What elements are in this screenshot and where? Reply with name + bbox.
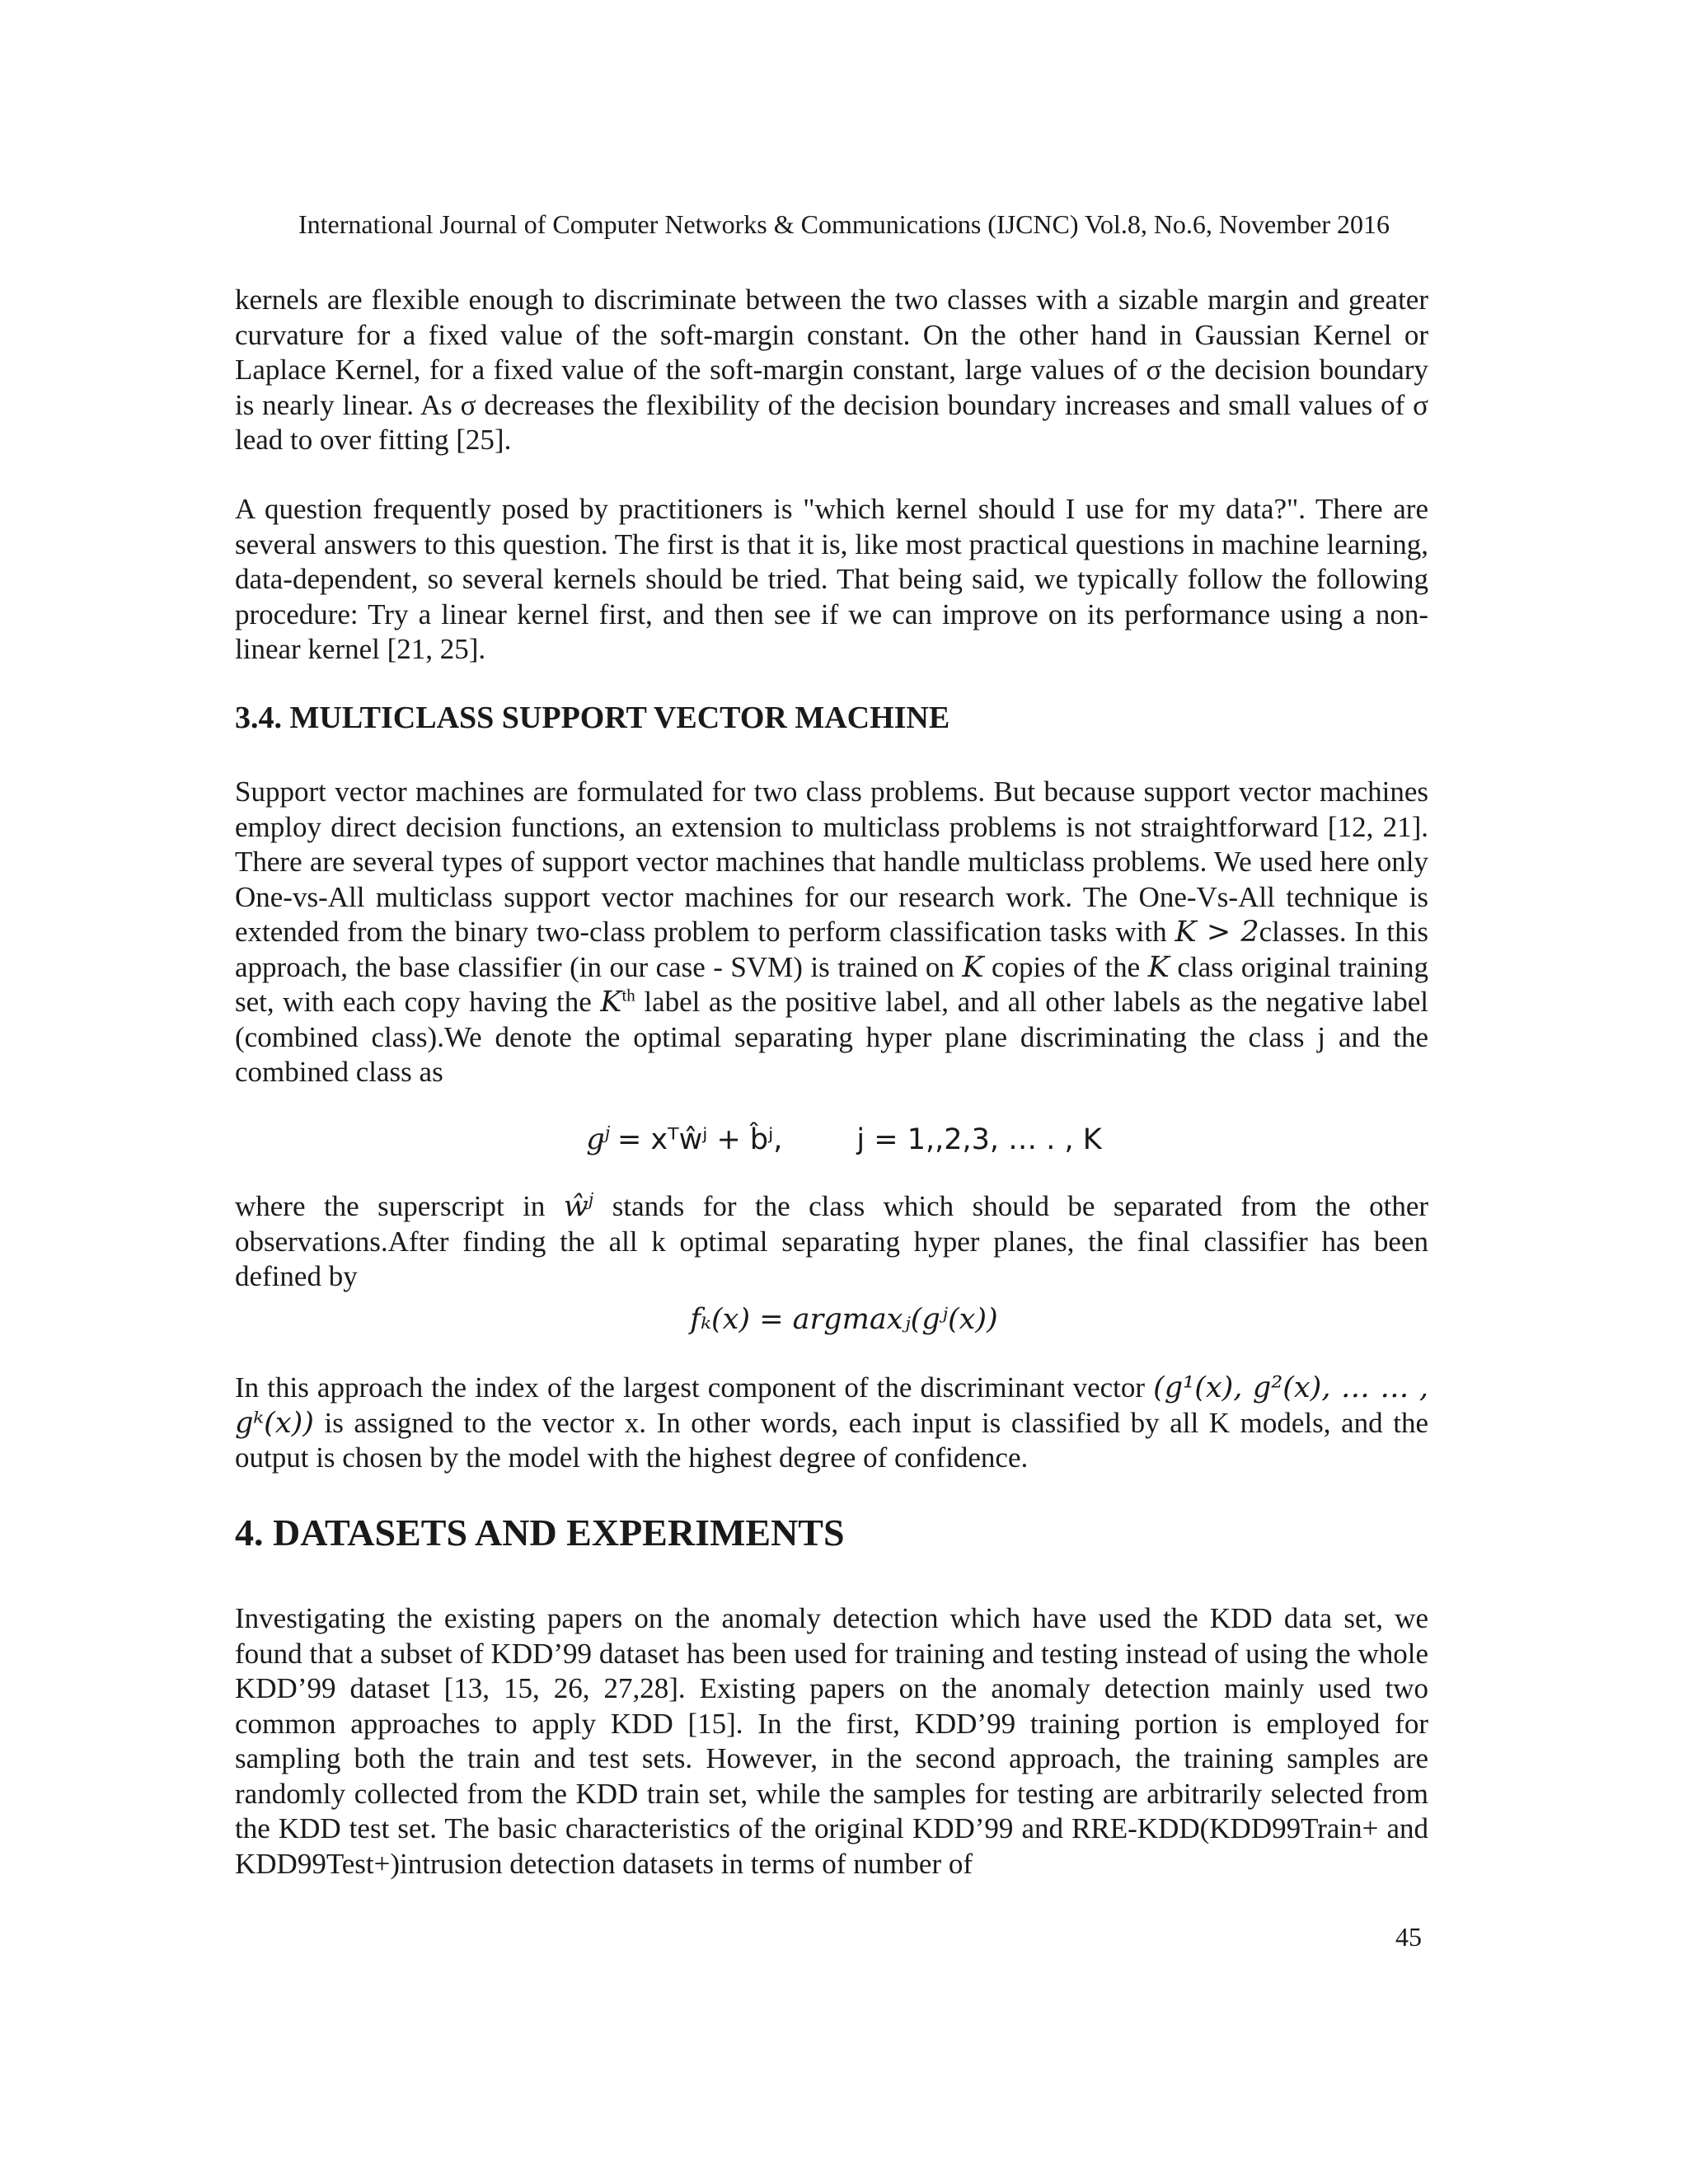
paragraph-text bbox=[235, 1189, 1428, 1295]
paragraph-text bbox=[235, 775, 1428, 1090]
math-k-base: K bbox=[600, 986, 622, 1019]
math-vector: (g¹(x), g²(x), … … , gᵏ(x)) bbox=[235, 1371, 1428, 1440]
text-run: class original training set, with each copy having the bbox=[235, 950, 1429, 1018]
equation-hyperplane bbox=[0, 1121, 1688, 1159]
equation-final-classifier bbox=[0, 1301, 1688, 1338]
math-k: K bbox=[962, 950, 984, 984]
text-run: stands for the class which should be separated from the other observations.After finding the all k optimal separating hyper planes, the final classifier has been defined by bbox=[235, 1190, 1429, 1292]
paragraph-text: kernels are flexible enough to discriminate between the two classes with a sizable margin and greater curvature for a fixed value of the soft-margin constant. On the other hand in Gaussian Kernel or Laplace Kernel, for a fixed value of the soft-margin constant, large values of σ the decision boundary is nearly linear. As σ decreases the flexibility of the decision boundary increases and small values of σ lead to over fitting [25]. bbox=[235, 284, 1428, 456]
math-w-hat-base: ŵ bbox=[563, 1190, 588, 1223]
page-number: 45 bbox=[1395, 1922, 1422, 1952]
eq-g-sup: j bbox=[604, 1122, 611, 1143]
paragraph-multiclass bbox=[235, 775, 1428, 1090]
section-heading-4: 4. DATASETS AND EXPERIMENTS bbox=[235, 1511, 845, 1554]
eq-rhs: = xᵀŵʲ + b̂ʲ, bbox=[617, 1123, 783, 1156]
text-run: classes. In this approach, the base classifier (in our case - SVM) is trained on bbox=[235, 916, 1428, 983]
text-run: copies of the bbox=[991, 950, 1141, 983]
paragraph-approach bbox=[235, 1371, 1428, 1476]
paragraph-datasets bbox=[235, 1601, 1428, 1882]
text-run: Support vector machines are formulated for two class problems. But because support vector machines employ direct decision functions, an extension to multiclass problems is not straightforward [12, 21]. There are several types of support vector machines that handle multiclass problems. We used here only One-vs-All multiclass support vector machines for our research work. The One-Vs-All technique is extended from the binary two-class problem to perform classification tasks with bbox=[235, 776, 1428, 948]
math-w-hat-sup: j bbox=[588, 1189, 594, 1210]
running-head: International Journal of Computer Networks & Communications (IJCNC) Vol.8, No.6, November 2016 bbox=[298, 209, 1390, 239]
math-k: K bbox=[1147, 950, 1170, 984]
text-run: is assigned to the vector x. In other words, each input is classified by all K models, and the output is chosen by the model with the highest degree of confidence. bbox=[235, 1406, 1428, 1474]
paragraph-text: Investigating the existing papers on the anomaly detection which have used the KDD data set, we found that a subset of KDD’99 dataset has been used for training and testing instead of using the whole KDD’99 dataset [13, 15, 26, 27,28]. Existing papers on the anomaly detection mainly used two common approaches to apply KDD [15]. In the first, KDD’99 training portion is employed for sampling both the train and test sets. However, in the second approach, the training samples are randomly collected from the KDD train set, while the samples for testing are arbitrarily selected from the KDD test set. The basic characteristics of the original KDD’99 and RRE-KDD(KDD99Train+ and KDD99Test+)intrusion detection datasets in terms of number of bbox=[235, 1602, 1428, 1880]
paragraph-kernels bbox=[235, 283, 1428, 458]
math-w-hat bbox=[564, 1190, 593, 1223]
section-heading-3-4: 3.4. MULTICLASS SUPPORT VECTOR MACHINE bbox=[235, 701, 950, 735]
paragraph-where bbox=[235, 1189, 1428, 1295]
text-run: In this approach the index of the largest component of the discriminant vector bbox=[235, 1371, 1146, 1404]
paragraph-text bbox=[235, 1371, 1428, 1476]
superscript-th: th bbox=[621, 985, 635, 1005]
paragraph-text: A question frequently posed by practitioners is "which kernel should I use for my data?". There are several answers to this question. The first is that it is, like most practical questions in machine learning, data-dependent, so several kernels should be tried. That being said, we typically follow the following procedure: Try a linear kernel first, and then see if we can improve on its performance using a non-linear kernel [21, 25]. bbox=[235, 493, 1428, 665]
math-k-gt-2: K > 2 bbox=[1175, 916, 1259, 949]
math-k bbox=[600, 986, 635, 1019]
eq-range: j = 1,,2,3, … . , K bbox=[856, 1123, 1102, 1156]
text-run: where the superscript in bbox=[235, 1190, 546, 1222]
text-run: label as the positive label, and all other labels as the negative label (combined class).We denote the optimal separating hyper plane discriminating the class j and the combined class as bbox=[235, 986, 1428, 1088]
paragraph-question bbox=[235, 492, 1428, 668]
eq-g: g bbox=[586, 1123, 605, 1156]
eq-final: fₖ(x) = argmaxⱼ(gʲ(x)) bbox=[690, 1303, 998, 1336]
